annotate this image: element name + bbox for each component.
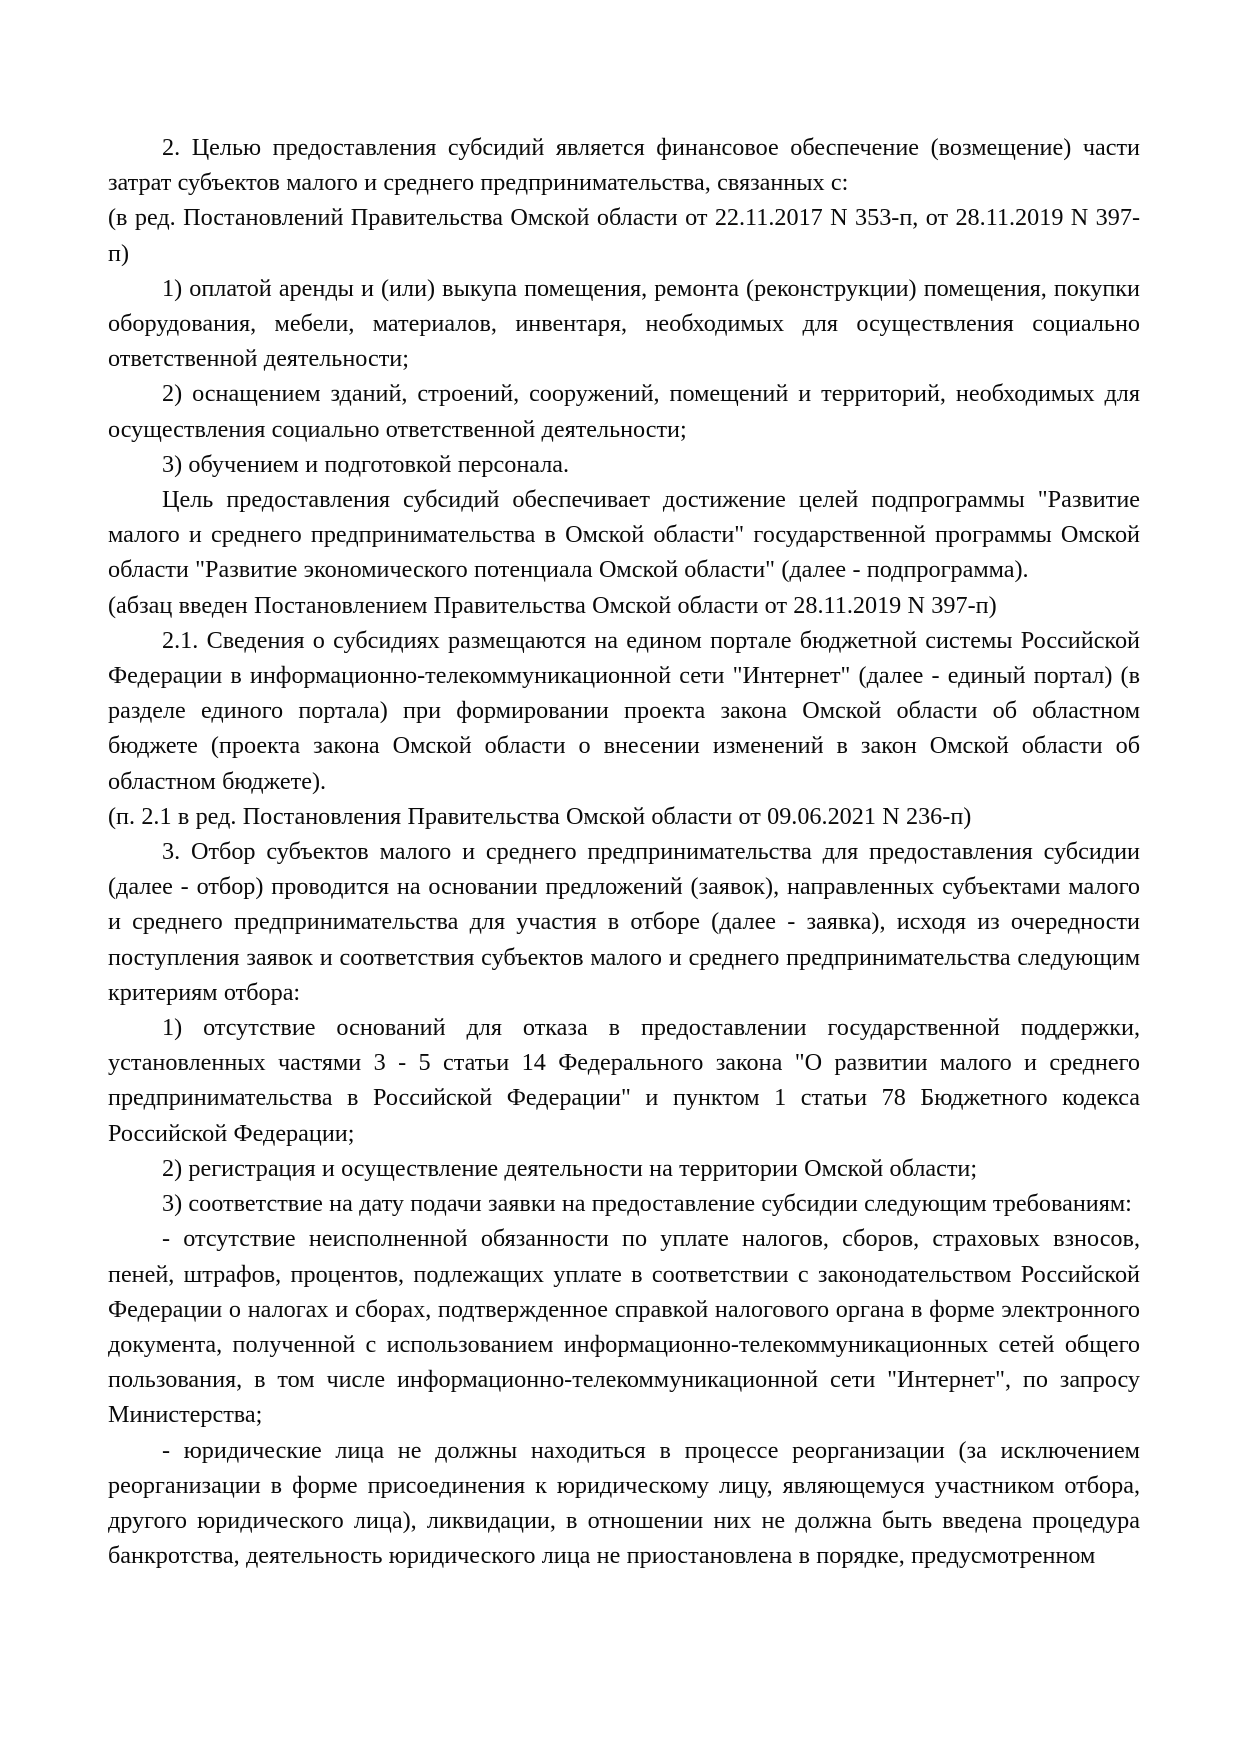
paragraph-clause-2-item-2: 2) оснащением зданий, строений, сооружений, помещений и территорий, необходимых для осуществления социально ответственной деятельности; bbox=[108, 380, 1140, 443]
paragraph-clause-3-item-1: 1) отсутствие оснований для отказа в предоставлении государственной поддержки, установленных частями 3 - 5 статьи 14 Федерального закона "О развитии малого и среднего предпринимательства в Российской Федерации" и пунктом 1 статьи 78 Бюджетного кодекса Российской Федерации; bbox=[108, 1014, 1140, 1147]
paragraph-clause-2-item-1: 1) оплатой аренды и (или) выкупа помещения, ремонта (реконструкции) помещения, покупки оборудования, мебели, материалов, инвентаря, необходимых для осуществления социально ответственной деятельности; bbox=[108, 274, 1140, 373]
paragraph-clause-3-dash-2: - юридические лица не должны находиться в процессе реорганизации (за исключением реорганизации в форме присоединения к юридическому лицу, являющемуся участником отбора, другого юридического лица), ликвидации, в отношении них не должна быть введена процедура банкротства, деятельность юридического лица не приостановлена в порядке, предусмотренном bbox=[108, 1436, 1140, 1570]
paragraph-amendment-ref-2-1: (п. 2.1 в ред. Постановления Правительства Омской области от 09.06.2021 N 236-п) bbox=[108, 802, 972, 830]
paragraph-clause-2-1: 2.1. Сведения о субсидиях размещаются на едином портале бюджетной системы Российской Федерации в информационно-телекоммуникационной сети "Интернет" (далее - единый портал) (в разделе единого портала) при формировании проекта закона Омской области об областном бюджете (проекта закона Омской области о внесении изменений в закон Омской области об областном бюджете). bbox=[108, 626, 1140, 795]
paragraph-clause-3: 3. Отбор субъектов малого и среднего предпринимательства для предоставления субсидии (далее - отбор) проводится на основании предложений (заявок), направленных субъектами малого и среднего предпринимательства для участия в отборе (далее - заявка), исходя из очередности поступления заявок и соответствия субъектов малого и среднего предпринимательства следующим критериям отбора: bbox=[108, 838, 1140, 1006]
paragraph-clause-3-item-2: 2) регистрация и осуществление деятельности на территории Омской области; bbox=[162, 1154, 978, 1182]
paragraph-clause-2-item-3: 3) обучением и подготовкой персонала. bbox=[162, 450, 570, 478]
paragraph-amendment-ref-2: (в ред. Постановлений Правительства Омской области от 22.11.2017 N 353-п, от 28.11.2019 N 397-п) bbox=[108, 204, 1140, 267]
paragraph-clause-3-item-3: 3) соответствие на дату подачи заявки на предоставление субсидии следующим требованиям: bbox=[162, 1190, 1132, 1218]
paragraph-clause-2: 2. Целью предоставления субсидий является финансовое обеспечение (возмещение) части затрат субъектов малого и среднего предпринимательства, связанных с: bbox=[108, 134, 1140, 197]
paragraph-clause-3-dash-1: - отсутствие неисполненной обязанности по уплате налогов, сборов, страховых взносов, пеней, штрафов, процентов, подлежащих уплате в соответствии с законодательством Российской Федерации о налогах и сборах, подтвержденное справкой налогового органа в форме электронного документа, полученной с использованием информационно-телекоммуникационных сетей общего пользования, в том числе информационно-телекоммуникационной сети "Интернет", по запросу Министерства; bbox=[108, 1225, 1140, 1429]
paragraph-clause-2-subprogram: Цель предоставления субсидий обеспечивает достижение целей подпрограммы "Развитие малого и среднего предпринимательства в Омской области" государственной программы Омской области "Развитие экономического потенциала Омской области" (далее - подпрограмма). bbox=[108, 486, 1140, 584]
document-body bbox=[108, 130, 1140, 1573]
paragraph-amendment-ref-subprogram: (абзац введен Постановлением Правительства Омской области от 28.11.2019 N 397-п) bbox=[108, 591, 997, 619]
